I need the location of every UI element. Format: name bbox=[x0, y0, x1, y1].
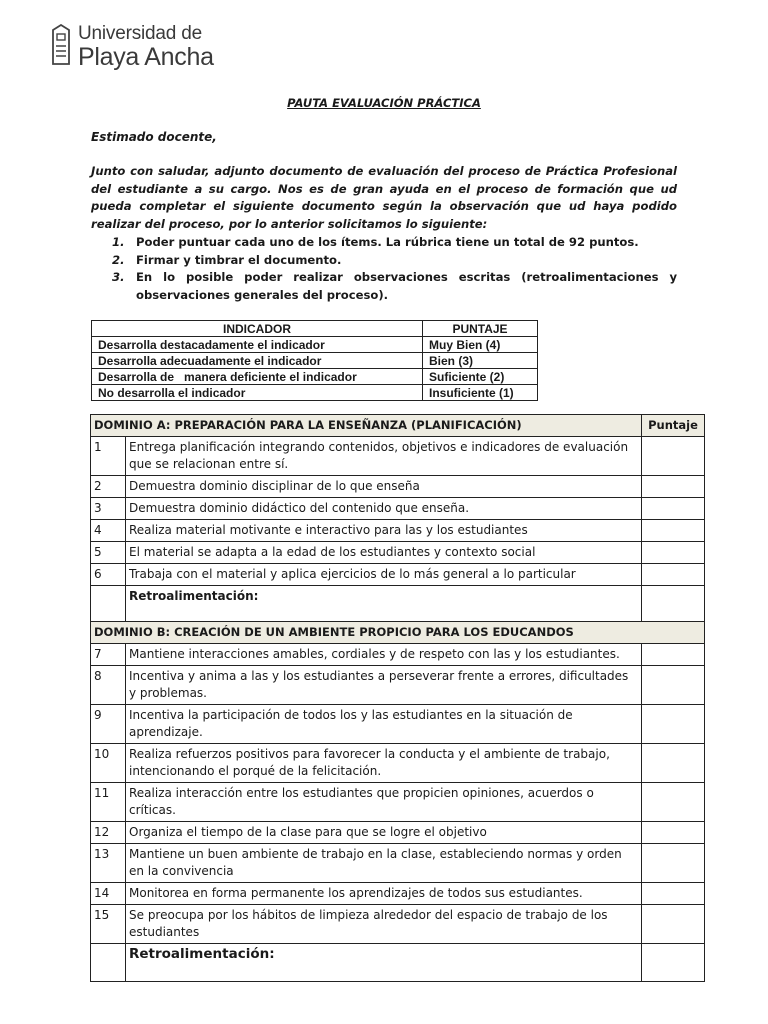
domain-b-header bbox=[91, 622, 705, 644]
table-row bbox=[92, 369, 538, 385]
score-cell[interactable] bbox=[642, 822, 705, 844]
item-number: 3 bbox=[91, 498, 126, 520]
feedback-row bbox=[91, 586, 705, 622]
item-number: 5 bbox=[91, 542, 126, 564]
score-cell[interactable] bbox=[642, 564, 705, 586]
score-cell[interactable] bbox=[642, 883, 705, 905]
table-row bbox=[91, 822, 705, 844]
item-number: 4 bbox=[91, 520, 126, 542]
score-cell[interactable] bbox=[642, 542, 705, 564]
table-row bbox=[91, 905, 705, 944]
item-text: Incentiva y anima a las y los estudiantes a perseverar frente a errores, dificultades y problemas. bbox=[126, 666, 642, 705]
item-text: Realiza material motivante e interactivo para las y los estudiantes bbox=[126, 520, 642, 542]
table-row bbox=[91, 666, 705, 705]
list-item-number: 2. bbox=[112, 252, 125, 267]
item-text: Realiza refuerzos positivos para favorecer la conducta y el ambiente de trabajo, intencionando el porqué de la felicitación. bbox=[126, 744, 642, 783]
feedback-label[interactable]: Retroalimentación: bbox=[126, 944, 642, 982]
list-item-text: Firmar y timbrar el documento. bbox=[136, 252, 342, 267]
score-cell[interactable] bbox=[642, 944, 705, 982]
scoring-scale-table bbox=[91, 320, 538, 401]
list-item-text: En lo posible poder realizar observaciones escritas (retroalimentaciones y observaciones generales del proceso). bbox=[136, 270, 677, 302]
list-item bbox=[112, 252, 677, 270]
logo-line-2: Playa Ancha bbox=[78, 43, 214, 71]
table-row bbox=[91, 844, 705, 883]
table-row bbox=[91, 783, 705, 822]
item-number: 12 bbox=[91, 822, 126, 844]
list-item-number: 1. bbox=[112, 235, 125, 249]
score-cell[interactable] bbox=[642, 498, 705, 520]
rubric-table bbox=[90, 414, 705, 982]
item-number: 14 bbox=[91, 883, 126, 905]
score-cell[interactable] bbox=[642, 520, 705, 542]
table-row bbox=[91, 744, 705, 783]
item-number: 15 bbox=[91, 905, 126, 944]
domain-b-title: DOMINIO B: CREACIÓN DE UN AMBIENTE PROPICIO PARA LOS EDUCANDOS bbox=[91, 622, 705, 644]
scale-header-indicator: INDICADOR bbox=[92, 321, 423, 337]
item-number: 1 bbox=[91, 437, 126, 476]
item-text: Incentiva la participación de todos los y las estudiantes en la situación de aprendizaje. bbox=[126, 705, 642, 744]
score-column-header: Puntaje bbox=[642, 415, 705, 437]
item-number: 2 bbox=[91, 476, 126, 498]
table-row bbox=[91, 705, 705, 744]
score-cell[interactable] bbox=[642, 476, 705, 498]
item-number: 10 bbox=[91, 744, 126, 783]
item-number: 8 bbox=[91, 666, 126, 705]
item-text: Mantiene un buen ambiente de trabajo en la clase, estableciendo normas y orden en la convivencia bbox=[126, 844, 642, 883]
score-cell[interactable] bbox=[642, 783, 705, 822]
greeting: Estimado docente, bbox=[91, 130, 217, 144]
list-item bbox=[112, 234, 677, 252]
item-text: El material se adapta a la edad de los estudiantes y contexto social bbox=[126, 542, 642, 564]
item-text: Demuestra dominio didáctico del contenido que enseña. bbox=[126, 498, 642, 520]
instruction-list bbox=[112, 234, 677, 304]
scale-score: Bien (3) bbox=[423, 353, 538, 369]
table-row bbox=[91, 498, 705, 520]
university-crest-icon bbox=[50, 24, 72, 66]
table-row bbox=[91, 564, 705, 586]
score-cell[interactable] bbox=[642, 705, 705, 744]
university-logo bbox=[50, 24, 214, 70]
scale-header-score: PUNTAJE bbox=[423, 321, 538, 337]
logo-line-1: Universidad de bbox=[78, 23, 202, 44]
scale-score: Insuficiente (1) bbox=[423, 385, 538, 401]
list-item bbox=[112, 269, 677, 304]
scale-score: Suficiente (2) bbox=[423, 369, 538, 385]
scale-indicator: Desarrolla de manera deficiente el indicador bbox=[92, 369, 423, 385]
scale-indicator: No desarrolla el indicador bbox=[92, 385, 423, 401]
scale-indicator: Desarrolla adecuadamente el indicador bbox=[92, 353, 423, 369]
table-row bbox=[92, 337, 538, 353]
score-cell[interactable] bbox=[642, 586, 705, 622]
table-row bbox=[91, 883, 705, 905]
page-title: PAUTA EVALUACIÓN PRÁCTICA bbox=[287, 96, 481, 110]
item-text: Organiza el tiempo de la clase para que se logre el objetivo bbox=[126, 822, 642, 844]
table-row bbox=[91, 476, 705, 498]
score-cell[interactable] bbox=[642, 437, 705, 476]
score-cell[interactable] bbox=[642, 644, 705, 666]
feedback-label[interactable]: Retroalimentación: bbox=[126, 586, 642, 622]
item-text: Se preocupa por los hábitos de limpieza alrededor del espacio de trabajo de los estudiantes bbox=[126, 905, 642, 944]
score-cell[interactable] bbox=[642, 844, 705, 883]
table-row bbox=[92, 353, 538, 369]
item-text: Realiza interacción entre los estudiantes que propicien opiniones, acuerdos o críticas. bbox=[126, 783, 642, 822]
item-number: 6 bbox=[91, 564, 126, 586]
score-cell[interactable] bbox=[642, 905, 705, 944]
scale-indicator: Desarrolla destacadamente el indicador bbox=[92, 337, 423, 353]
feedback-row bbox=[91, 944, 705, 982]
item-number: 9 bbox=[91, 705, 126, 744]
domain-a-header bbox=[91, 415, 705, 437]
table-row bbox=[91, 542, 705, 564]
item-text: Monitorea en forma permanente los aprendizajes de todos sus estudiantes. bbox=[126, 883, 642, 905]
table-row bbox=[91, 644, 705, 666]
item-text: Demuestra dominio disciplinar de lo que enseña bbox=[126, 476, 642, 498]
item-number: 7 bbox=[91, 644, 126, 666]
table-row bbox=[92, 385, 538, 401]
item-number: 13 bbox=[91, 844, 126, 883]
list-item-number: 3. bbox=[112, 270, 125, 284]
domain-a-title: DOMINIO A: PREPARACIÓN PARA LA ENSEÑANZA (PLANIFICACIÓN) bbox=[91, 415, 642, 437]
list-item-text: Poder puntuar cada uno de los ítems. La rúbrica tiene un total de 92 puntos. bbox=[136, 235, 639, 249]
table-row bbox=[91, 520, 705, 542]
score-cell[interactable] bbox=[642, 744, 705, 783]
item-text: Entrega planificación integrando contenidos, objetivos e indicadores de evaluación que se relacionan entre sí. bbox=[126, 437, 642, 476]
intro-paragraph: Junto con saludar, adjunto documento de evaluación del proceso de Práctica Profesional del estudiante a su cargo. Nos es de gran ayuda en el proceso de formación que ud pueda completar el siguiente documento según la observación que ud haya podido realizar del proceso, por lo anterior solicitamos lo siguiente: bbox=[91, 164, 677, 231]
table-row bbox=[91, 437, 705, 476]
item-number: 11 bbox=[91, 783, 126, 822]
scale-score: Muy Bien (4) bbox=[423, 337, 538, 353]
score-cell[interactable] bbox=[642, 666, 705, 705]
item-text: Mantiene interacciones amables, cordiales y de respeto con las y los estudiantes. bbox=[126, 644, 642, 666]
item-text: Trabaja con el material y aplica ejercicios de lo más general a lo particular bbox=[126, 564, 642, 586]
